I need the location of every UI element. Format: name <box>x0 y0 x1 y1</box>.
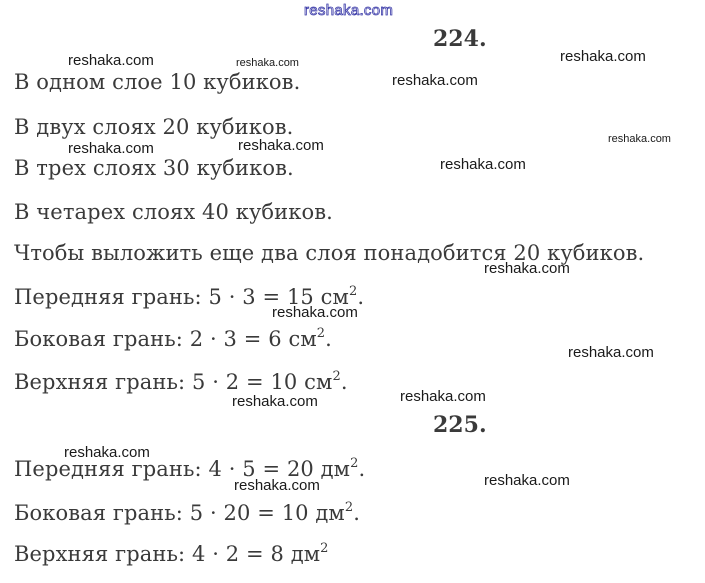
watermark: reshaka.com <box>272 304 358 321</box>
formula-tail: . <box>325 327 332 351</box>
watermark: reshaka.com <box>232 393 318 410</box>
watermark: reshaka.com <box>238 137 324 154</box>
formula-tail: . <box>358 457 366 481</box>
top-face-area-224 <box>14 369 348 395</box>
line-two-layers: В двух слоях 20 кубиков. <box>14 115 294 139</box>
watermark: reshaka.com <box>568 344 654 361</box>
heading-dot: . <box>478 26 487 52</box>
watermark: reshaka.com <box>440 156 526 173</box>
watermark: reshaka.com <box>234 477 320 494</box>
line-one-layer: В одном слое 10 кубиков. <box>14 70 301 94</box>
formula-text: Боковая грань: 2 · 3 = 6 см <box>14 327 317 351</box>
side-face-area-225 <box>14 500 360 526</box>
problem-224-heading <box>433 26 487 52</box>
exponent: 2 <box>344 500 354 515</box>
exponent: 2 <box>316 326 326 341</box>
exponent: 2 <box>332 369 341 384</box>
problem-225-heading <box>433 412 487 438</box>
side-face-area-224 <box>14 326 332 352</box>
formula-tail: . <box>357 285 365 309</box>
watermark-top: reshaka.com <box>304 2 394 19</box>
problem-number: 224 <box>433 26 479 52</box>
watermark: reshaka.com <box>236 57 299 69</box>
watermark: reshaka.com <box>484 472 570 489</box>
watermark: reshaka.com <box>64 444 150 461</box>
formula-text: Верхняя грань: 5 · 2 = 10 см <box>14 370 333 394</box>
exponent: 2 <box>348 284 358 299</box>
watermark: reshaka.com <box>560 48 646 65</box>
formula-text: Боковая грань: 5 · 20 = 10 дм <box>14 501 345 525</box>
heading-dot: . <box>478 412 487 438</box>
watermark: reshaka.com <box>608 133 671 145</box>
formula-text: Передняя грань: 5 · 3 = 15 см <box>14 285 349 309</box>
watermark: reshaka.com <box>68 52 154 69</box>
formula-tail: . <box>340 370 348 394</box>
line-three-layers: В трех слоях 30 кубиков. <box>14 156 294 180</box>
watermark: reshaka.com <box>400 388 486 405</box>
problem-number: 225 <box>433 412 479 438</box>
line-four-layers: В четарех слоях 40 кубиков. <box>14 200 333 224</box>
watermark: reshaka.com <box>484 260 570 277</box>
watermark: reshaka.com <box>392 72 478 89</box>
exponent: 2 <box>350 456 359 471</box>
exponent: 2 <box>320 541 329 556</box>
formula-tail: . <box>353 501 361 525</box>
formula-text: Верхняя грань: 4 · 2 = 8 дм <box>14 542 321 566</box>
line-two-more-layers: Чтобы выложить еще два слоя понадобится 20 кубиков. <box>14 241 645 265</box>
formula-text: Передняя грань: 4 · 5 = 20 дм <box>14 457 351 481</box>
top-face-area-225 <box>14 541 329 567</box>
watermark: reshaka.com <box>68 140 154 157</box>
